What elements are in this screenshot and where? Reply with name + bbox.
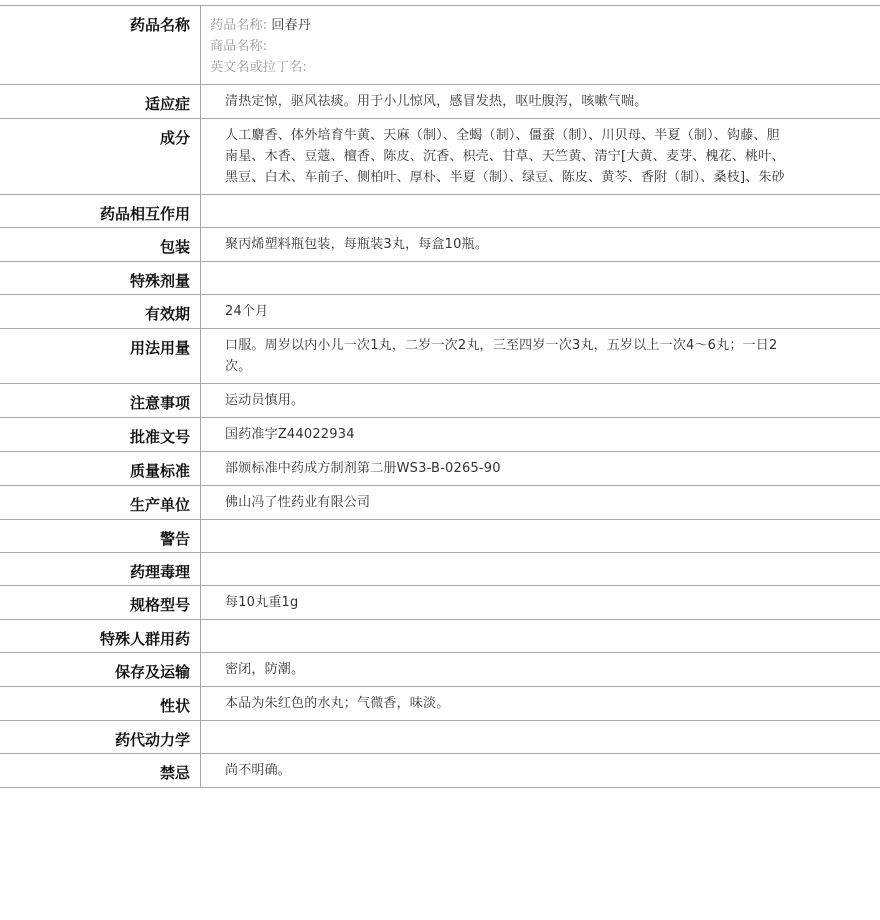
row-label: 适应症: [0, 85, 201, 118]
row-label: 性状: [0, 687, 201, 720]
row-label: 质量标准: [0, 452, 201, 485]
row-value: 人工麝香、体外培育牛黄、天麻（制）、全蝎（制）、僵蚕（制）、川贝母、半夏（制）、钩藤、胆南星、木香、豆蔻、檀香、陈皮、沉香、枳壳、甘草、天竺黄、清宁[大黄、麦芽、槐花、桃叶、黑豆、白术、车前子、侧柏叶、厚朴、半夏（制）、绿豆、陈皮、黄芩、香附（制）、桑枝]、朱砂: [225, 128, 785, 185]
row-storage-transport: [0, 652, 880, 686]
row-contraindications: [0, 753, 880, 788]
row-packaging: [0, 227, 880, 261]
row-value: [201, 553, 880, 585]
row-label: 禁忌: [0, 754, 201, 787]
row-value: 尚不明确。: [225, 763, 292, 778]
row-drug-name: [0, 5, 880, 84]
english-name-line: [210, 57, 785, 78]
drug-name-values: [201, 6, 880, 84]
row-value: 运动员慎用。: [225, 393, 305, 408]
row-specification: [0, 585, 880, 619]
row-label: 规格型号: [0, 586, 201, 619]
row-value: 聚丙烯塑料瓶包装，每瓶装3丸，每盒10瓶。: [225, 237, 489, 252]
trade-name-line: [210, 36, 785, 57]
row-label: 包装: [0, 228, 201, 261]
drug-info-table: [0, 5, 880, 788]
row-value: [201, 620, 880, 652]
row-special-dosage: [0, 261, 880, 294]
row-manufacturer: [0, 485, 880, 519]
row-value: [201, 721, 880, 753]
row-value: 密闭，防潮。: [225, 662, 305, 677]
row-precautions: [0, 383, 880, 417]
row-special-populations: [0, 619, 880, 652]
row-value: 国药准字Z44022934: [225, 427, 355, 442]
row-description: [0, 686, 880, 720]
row-label: 注意事项: [0, 384, 201, 417]
row-label: 特殊人群用药: [0, 620, 201, 652]
row-label: 用法用量: [0, 329, 201, 383]
row-approval-number: [0, 417, 880, 451]
row-quality-standard: [0, 451, 880, 485]
row-drug-interactions: [0, 194, 880, 227]
row-label: 有效期: [0, 295, 201, 328]
row-value: [201, 195, 880, 227]
row-warning: [0, 519, 880, 552]
trade-name-key: 商品名称:: [210, 39, 268, 54]
row-label: 药理毒理: [0, 553, 201, 585]
row-indications: [0, 84, 880, 118]
row-value: [201, 262, 880, 294]
row-label: 药品名称: [0, 6, 201, 84]
generic-name-key: 药品名称:: [210, 18, 268, 33]
row-label: 批准文号: [0, 418, 201, 451]
row-label: 药品相互作用: [0, 195, 201, 227]
row-label: 成分: [0, 119, 201, 194]
row-label: 警告: [0, 520, 201, 552]
english-name-key: 英文名或拉丁名:: [210, 60, 307, 75]
row-label: 生产单位: [0, 486, 201, 519]
row-value: 本品为朱红色的水丸；气微香，味淡。: [225, 696, 450, 711]
row-label: 保存及运输: [0, 653, 201, 686]
row-value: 口服。周岁以内小儿一次1丸，二岁一次2丸，三至四岁一次3丸，五岁以上一次4～6丸；一日2次。: [225, 338, 778, 374]
row-value: 24个月: [225, 304, 269, 319]
row-pharmacology-toxicology: [0, 552, 880, 585]
row-value: 每10丸重1g: [225, 595, 299, 610]
row-value: 清热定惊，驱风祛痰。用于小儿惊风，感冒发热，呕吐腹泻，咳嗽气喘。: [225, 94, 648, 109]
row-shelf-life: [0, 294, 880, 328]
row-ingredients: [0, 118, 880, 194]
row-value: [201, 520, 880, 552]
generic-name-value: 回春丹: [271, 18, 311, 33]
row-value: 佛山冯了性药业有限公司: [225, 495, 371, 510]
generic-name-line: [210, 15, 785, 36]
row-value: 部颁标准中药成方制剂第二册WS3-B-0265-90: [225, 461, 501, 476]
row-pharmacokinetics: [0, 720, 880, 753]
row-label: 特殊剂量: [0, 262, 201, 294]
row-label: 药代动力学: [0, 721, 201, 753]
row-dosage: [0, 328, 880, 383]
